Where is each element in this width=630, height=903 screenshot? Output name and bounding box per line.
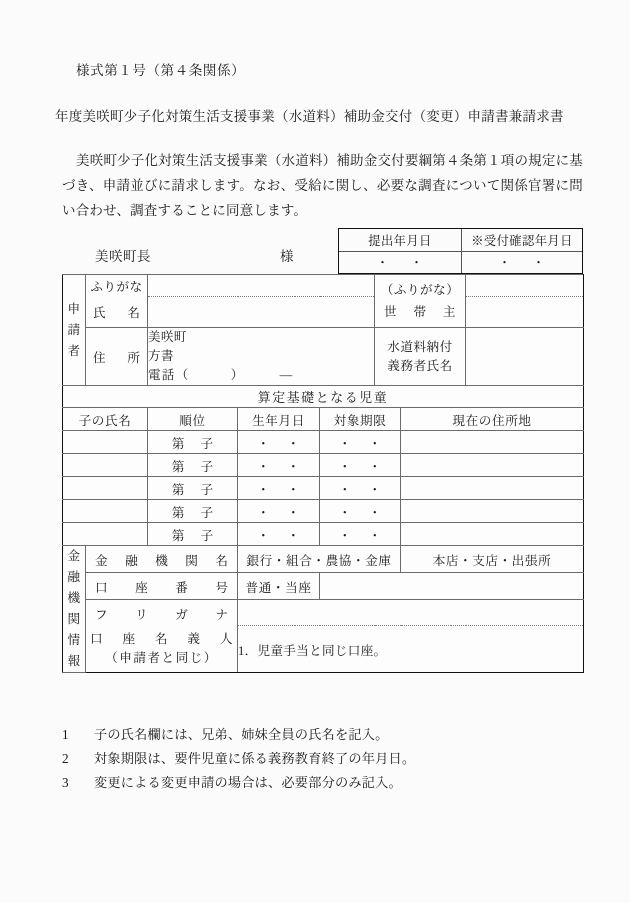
list-item (62, 723, 583, 747)
bank-owner-label: 口 座 名 義 人 （申請者と同じ） (86, 626, 238, 673)
bank-owner-note[interactable]: 1．児童手当と同じ口座。 (238, 626, 584, 673)
submit-date-label: 提出年月日 (368, 233, 432, 248)
applicant-section-label: 申 請 者 (63, 275, 86, 386)
bank-institution-row (63, 546, 584, 573)
children-section-title: 算定基礎となる児童 (63, 386, 584, 408)
address-line-town: 美咲町 (148, 330, 187, 344)
applicant-address-field[interactable] (148, 328, 375, 386)
bank-institution-label: 金 融 機 関 名 (86, 546, 238, 573)
date-box-values (339, 252, 582, 273)
note-number: 1 (62, 727, 69, 742)
note-number: 3 (62, 775, 69, 790)
table-row (63, 500, 584, 523)
child-address-field[interactable] (401, 454, 584, 477)
applicant-furigana-field[interactable] (148, 275, 375, 297)
child-name-field[interactable] (63, 477, 148, 500)
child-birthdate-field[interactable]: ・ ・ (238, 454, 320, 477)
child-deadline-field[interactable]: ・ ・ (320, 500, 401, 523)
submit-date-dot-1: ・ (376, 256, 390, 271)
child-deadline-field[interactable]: ・ ・ (320, 477, 401, 500)
children-col-address: 現在の住所地 (401, 408, 584, 431)
receipt-date-field[interactable] (461, 252, 582, 273)
bank-owner-sublabel: （申請者と同じ） (105, 650, 218, 665)
date-box (338, 228, 583, 274)
bank-account-number-field[interactable] (320, 573, 584, 600)
table-row (63, 454, 584, 477)
form-number: 様式第１号（第４条関係） (76, 63, 246, 78)
child-rank-cell: 第 子 (148, 523, 238, 546)
child-deadline-field[interactable]: ・ ・ (320, 454, 401, 477)
child-birthdate-field[interactable]: ・ ・ (238, 431, 320, 454)
submit-date-field[interactable] (339, 252, 461, 273)
child-address-field[interactable] (401, 500, 584, 523)
bank-account-number-label: 口 座 番 号 (86, 573, 238, 600)
date-box-header (339, 229, 582, 252)
footnotes (62, 723, 583, 795)
table-row (63, 523, 584, 546)
applicant-furigana-label: ふりがな (86, 275, 148, 297)
applicant-furigana-row (63, 275, 584, 297)
water-payer-label (375, 328, 466, 386)
applicant-address-label: 住 所 (86, 328, 148, 386)
note-number: 2 (62, 751, 69, 766)
children-col-name: 子の氏名 (63, 408, 148, 431)
applicant-name-row (63, 296, 584, 328)
bank-owner-row (63, 626, 584, 673)
bank-furigana-label: フ リ ガ ナ (86, 600, 238, 626)
applicant-name-label: 氏 名 (86, 296, 148, 328)
householder-furigana-label: （ふりがな） (380, 283, 460, 297)
note-text: 子の氏名欄には、兄弟、姉妹全員の氏名を記入。 (94, 727, 389, 742)
children-col-deadline: 対象期限 (320, 408, 401, 431)
list-item (62, 771, 583, 795)
submit-date-dot-2: ・ (410, 256, 424, 271)
water-payer-field[interactable] (466, 328, 584, 386)
list-item (62, 747, 583, 771)
child-birthdate-field[interactable]: ・ ・ (238, 523, 320, 546)
bank-account-number-row (63, 573, 584, 600)
receipt-date-dot-1: ・ (498, 256, 512, 271)
children-col-rank: 順位 (148, 408, 238, 431)
water-payer-label-line2: 義務者氏名 (387, 358, 453, 373)
child-birthdate-field[interactable]: ・ ・ (238, 500, 320, 523)
addressee-name: 美咲町長 (95, 249, 151, 264)
child-name-field[interactable] (63, 523, 148, 546)
note-text: 対象期限は、要件児童に係る義務教育終了の年月日。 (94, 751, 416, 766)
addressee-suffix: 様 (280, 249, 294, 264)
bank-furigana-row (63, 600, 584, 626)
table-row (63, 431, 584, 454)
child-rank-cell: 第 子 (148, 500, 238, 523)
bank-section-label: 金 融 機 関 情 報 (63, 546, 86, 673)
child-rank-cell: 第 子 (148, 431, 238, 454)
bank-institution-type-field[interactable]: 銀行・組合・農協・金庫 (238, 546, 401, 573)
child-name-field[interactable] (63, 431, 148, 454)
child-birthdate-field[interactable]: ・ ・ (238, 477, 320, 500)
address-line-tel: 電話（ ） ― (148, 368, 294, 382)
child-address-field[interactable] (401, 477, 584, 500)
application-table (62, 274, 584, 673)
note-text: 変更による変更申請の場合は、必要部分のみ記入。 (94, 775, 402, 790)
householder-label: 世 帯 主 (384, 305, 456, 319)
child-name-field[interactable] (63, 454, 148, 477)
child-rank-cell: 第 子 (148, 454, 238, 477)
applicant-name-field[interactable] (148, 296, 375, 328)
bank-account-type-field[interactable]: 普通・当座 (238, 573, 320, 600)
child-name-field[interactable] (63, 500, 148, 523)
children-section-title-row (63, 386, 584, 408)
applicant-address-row (63, 328, 584, 386)
householder-name-field[interactable] (466, 296, 584, 328)
children-col-birth: 生年月日 (238, 408, 320, 431)
bank-branch-type-field[interactable]: 本店・支店・出張所 (401, 546, 584, 573)
householder-furigana-field[interactable] (466, 275, 584, 297)
child-address-field[interactable] (401, 431, 584, 454)
receipt-date-dot-2: ・ (532, 256, 546, 271)
water-payer-label-line1: 水道料納付 (387, 339, 453, 354)
children-header-row (63, 408, 584, 431)
child-rank-cell: 第 子 (148, 477, 238, 500)
address-line-kakisho: 方書 (148, 349, 174, 363)
child-deadline-field[interactable]: ・ ・ (320, 523, 401, 546)
child-deadline-field[interactable]: ・ ・ (320, 431, 401, 454)
table-row (63, 477, 584, 500)
child-address-field[interactable] (401, 523, 584, 546)
lead-paragraph: 美咲町少子化対策生活支援事業（水道料）補助金交付要綱第４条第１項の規定に基づき、申請並びに請求します。なお、受給に関し、必要な調査について関係官署に問い合わせ、調査することに同意します。 (62, 153, 583, 218)
page-title: 年度美咲町少子化対策生活支援事業（水道料）補助金交付（変更）申請書兼請求書 (55, 109, 564, 124)
householder-label-cell (375, 275, 466, 328)
bank-furigana-field[interactable] (238, 600, 584, 626)
receipt-date-label: ※受付確認年月日 (461, 229, 582, 251)
